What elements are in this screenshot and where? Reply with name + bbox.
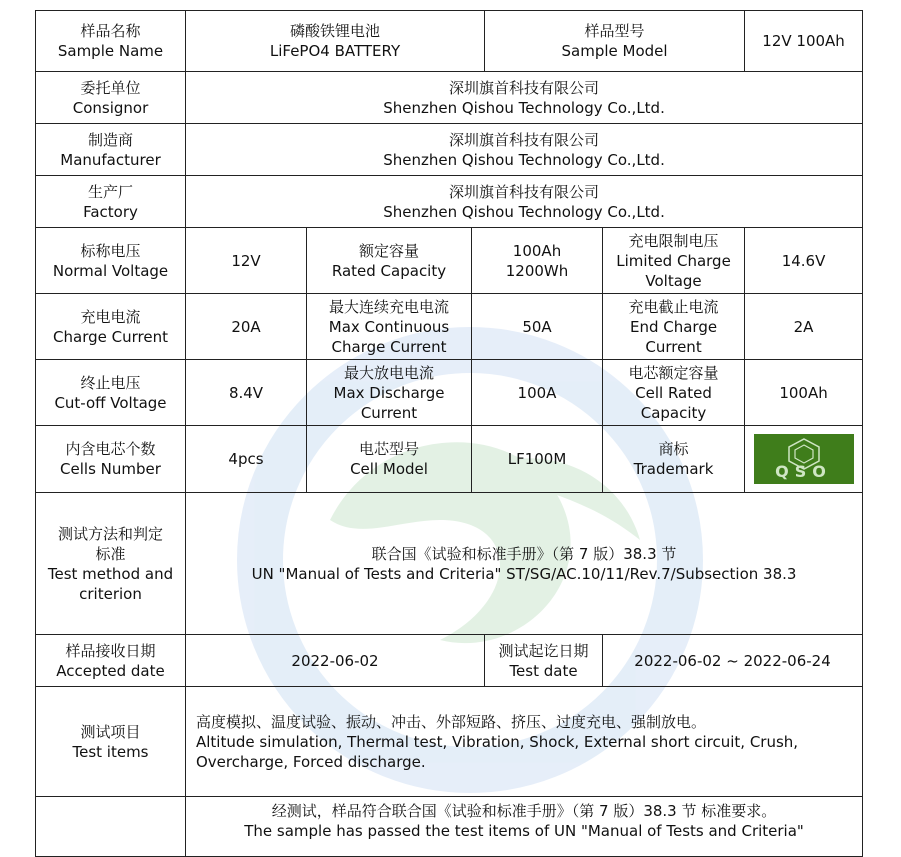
trademark-logo	[754, 434, 854, 484]
max-continuous-charge-value: 50A	[472, 294, 603, 360]
max-continuous-charge-label: 最大连续充电电流 Max Continuous Charge Current	[307, 294, 472, 360]
conclusion-label	[36, 797, 186, 857]
test-date-label: 测试起讫日期 Test date	[485, 635, 603, 687]
row-nominal-voltage	[36, 228, 863, 294]
limited-charge-voltage-value: 14.6V	[745, 228, 863, 294]
conclusion-value: 经测试，样品符合联合国《试验和标准手册》（第 7 版）38.3 节 标准要求。 The sample has passed the test items of UN "Manual of Tests and Criteria"	[186, 797, 863, 857]
test-method-label: 测试方法和判定 标准 Test method and criterion	[36, 493, 186, 635]
max-discharge-current-label: 最大放电电流 Max Discharge Current	[307, 360, 472, 426]
row-conclusion	[36, 797, 863, 857]
row-test-items	[36, 687, 863, 797]
cells-number-label: 内含电芯个数 Cells Number	[36, 426, 186, 493]
charge-current-label: 充电电流 Charge Current	[36, 294, 186, 360]
sample-model-value: 12V 100Ah	[745, 11, 863, 72]
sample-name-value: 磷酸铁锂电池 LiFePO4 BATTERY	[186, 11, 485, 72]
cell-rated-capacity-value: 100Ah	[745, 360, 863, 426]
rated-capacity-label: 额定容量 Rated Capacity	[307, 228, 472, 294]
cutoff-voltage-label: 终止电压 Cut-off Voltage	[36, 360, 186, 426]
accepted-date-label: 样品接收日期 Accepted date	[36, 635, 186, 687]
cell-model-value: LF100M	[472, 426, 603, 493]
test-items-value: 高度模拟、温度试验、振动、冲击、外部短路、挤压、过度充电、强制放电。 Altitude simulation, Thermal test, Vibration, Shock, External short circuit, Crush, Overcharge, Forced discharge.	[186, 687, 863, 797]
max-discharge-current-value: 100A	[472, 360, 603, 426]
nominal-voltage-label: 标称电压 Normal Voltage	[36, 228, 186, 294]
factory-label: 生产厂 Factory	[36, 176, 186, 228]
trademark-label: 商标 Trademark	[603, 426, 745, 493]
cells-number-value: 4pcs	[186, 426, 307, 493]
test-items-label: 测试项目 Test items	[36, 687, 186, 797]
charge-current-value: 20A	[186, 294, 307, 360]
limited-charge-voltage-label: 充电限制电压 Limited Charge Voltage	[603, 228, 745, 294]
trademark-logo-cell	[745, 426, 863, 493]
sample-model-label: 样品型号 Sample Model	[485, 11, 745, 72]
test-report-table	[35, 10, 863, 857]
cell-model-label: 电芯型号 Cell Model	[307, 426, 472, 493]
rated-capacity-value: 100Ah 1200Wh	[472, 228, 603, 294]
row-cells-number	[36, 426, 863, 493]
end-charge-current-value: 2A	[745, 294, 863, 360]
row-cutoff-voltage	[36, 360, 863, 426]
trademark-logo-text: QSO	[775, 462, 832, 481]
consignor-value: 深圳旗首科技有限公司 Shenzhen Qishou Technology Co.,Ltd.	[186, 72, 863, 124]
row-sample-name	[36, 11, 863, 72]
row-dates	[36, 635, 863, 687]
row-test-method	[36, 493, 863, 635]
row-consignor	[36, 72, 863, 124]
factory-value: 深圳旗首科技有限公司 Shenzhen Qishou Technology Co.,Ltd.	[186, 176, 863, 228]
consignor-label: 委托单位 Consignor	[36, 72, 186, 124]
row-charge-current	[36, 294, 863, 360]
cutoff-voltage-value: 8.4V	[186, 360, 307, 426]
manufacturer-label: 制造商 Manufacturer	[36, 124, 186, 176]
test-date-value: 2022-06-02 ~ 2022-06-24	[603, 635, 863, 687]
nominal-voltage-value: 12V	[186, 228, 307, 294]
manufacturer-value: 深圳旗首科技有限公司 Shenzhen Qishou Technology Co.,Ltd.	[186, 124, 863, 176]
accepted-date-value: 2022-06-02	[186, 635, 485, 687]
end-charge-current-label: 充电截止电流 End Charge Current	[603, 294, 745, 360]
row-manufacturer	[36, 124, 863, 176]
cell-rated-capacity-label: 电芯额定容量 Cell Rated Capacity	[603, 360, 745, 426]
sample-name-label: 样品名称 Sample Name	[36, 11, 186, 72]
row-factory	[36, 176, 863, 228]
test-method-value: 联合国《试验和标准手册》（第 7 版）38.3 节 UN "Manual of Tests and Criteria" ST/SG/AC.10/11/Rev.7/Subsection 38.3	[186, 493, 863, 635]
